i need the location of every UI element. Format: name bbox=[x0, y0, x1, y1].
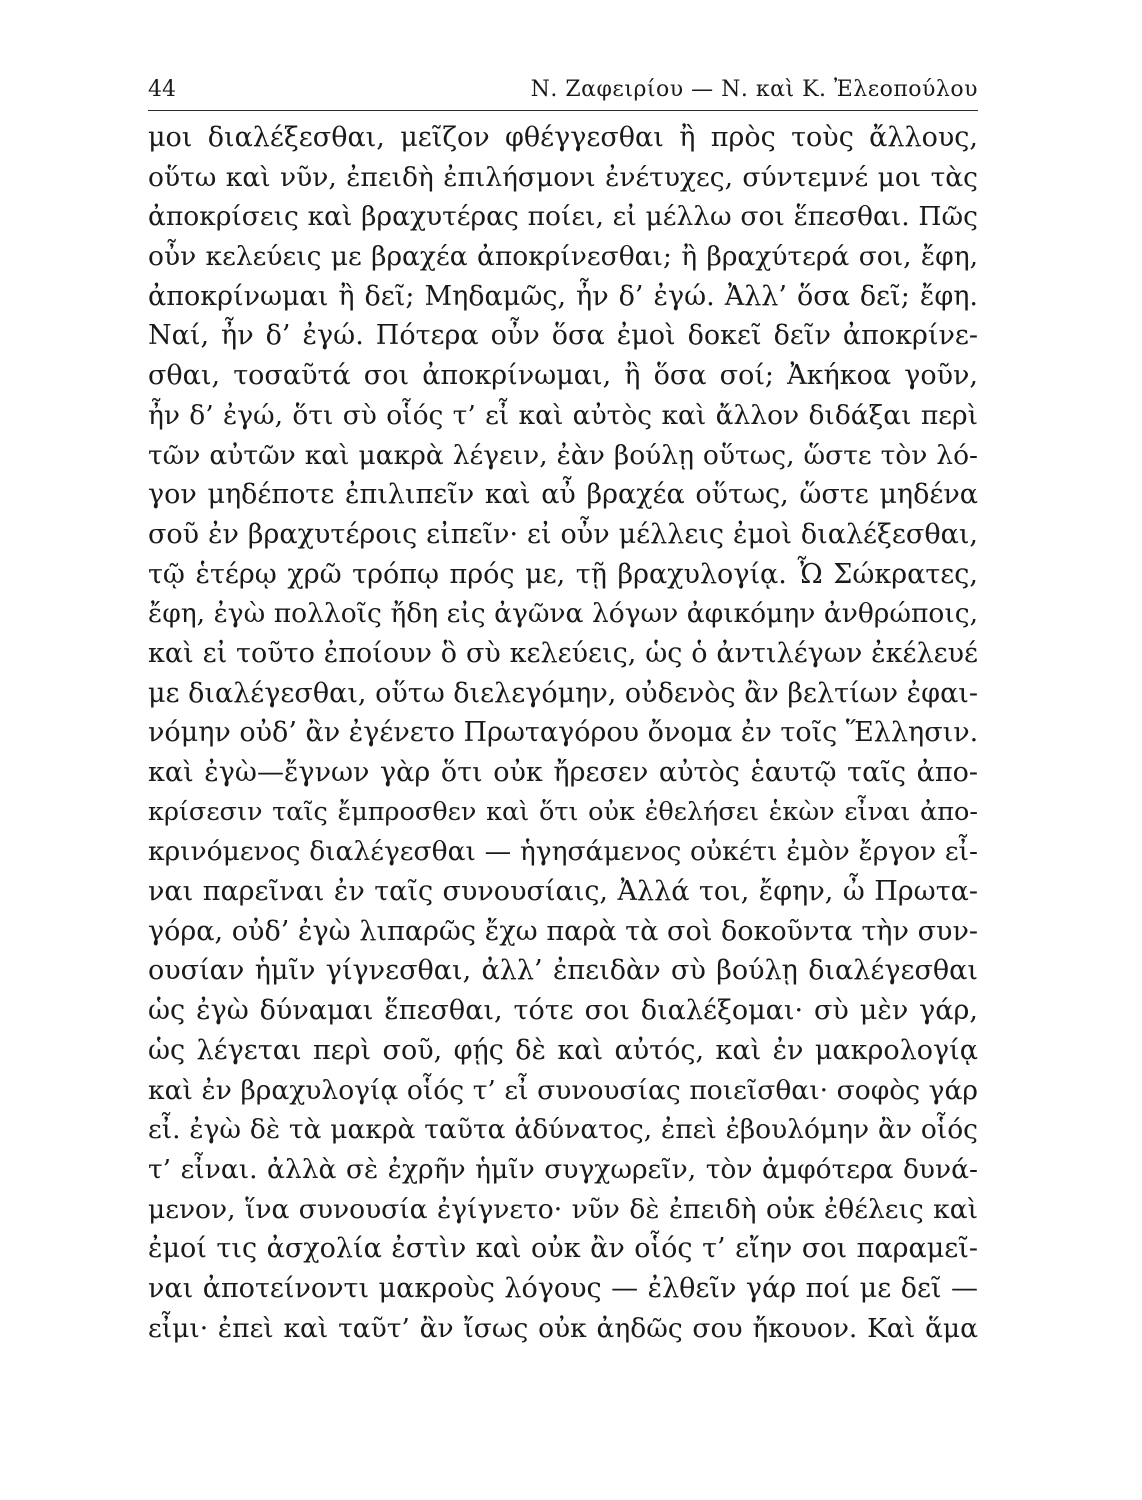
text-line: οὕτω καὶ νῦν, ἐπειδὴ ἐπιλήσμονι ἐνέτυχες, σύντεμνέ μοι τὰς bbox=[148, 161, 978, 193]
text-line: γον μηδέποτε ἐπιλιπεῖν καὶ αὖ βραχέα οὕτως, ὥστε μηδένα bbox=[148, 479, 978, 511]
text-line: σοῦ ἐν βραχυτέροις εἰπεῖν· εἰ οὖν μέλλεις ἐμοὶ διαλέξεσθαι, bbox=[148, 518, 978, 550]
text-line: ουσίαν ἡμῖν γίγνεσθαι, ἀλλ’ ἐπειδὰν σὺ βούλῃ διαλέγεσθαι bbox=[148, 955, 978, 987]
header-rule bbox=[148, 110, 978, 111]
running-head bbox=[148, 74, 978, 110]
text-line: μοι διαλέξεσθαι, μεῖζον φθέγγεσθαι ἢ πρὸς τοὺς ἄλλους, bbox=[148, 122, 978, 153]
text-line: εἶμι· ἐπεὶ καὶ ταῦτ’ ἂν ἴσως οὐκ ἀηδῶς σου ἤκουον. Καὶ ἅμα bbox=[148, 1312, 978, 1344]
text-line: ἀποκρίσεις καὶ βραχυτέρας ποίει, εἰ μέλλω σοι ἕπεσθαι. Πῶς bbox=[148, 201, 978, 233]
text-line: ναι παρεῖναι ἐν ταῖς συνουσίαις, Ἀλλά τοι, ἔφην, ὦ Πρωτα- bbox=[148, 876, 978, 908]
text-line: κρίσεσιν ταῖς ἔμπροσθεν καὶ ὅτι οὐκ ἐθελήσει ἑκὼν εἶναι ἀπο- bbox=[148, 796, 978, 827]
text-line: καὶ εἰ τοῦτο ἐποίουν ὃ σὺ κελεύεις, ὡς ὁ ἀντιλέγων ἐκέλευέ bbox=[148, 637, 978, 669]
text-line: μενον, ἵνα συνουσία ἐγίγνετο· νῦν δὲ ἐπειδὴ οὐκ ἐθέλεις καὶ bbox=[148, 1193, 978, 1225]
text-line: ὡς λέγεται περὶ σοῦ, φῄς δὲ καὶ αὐτός, καὶ ἐν μακρολογίᾳ bbox=[148, 1034, 978, 1066]
text-line: κρινόμενος διαλέγεσθαι — ἡγησάμενος οὐκέτι ἐμὸν ἔργον εἶ- bbox=[148, 836, 978, 868]
running-title: Ν. Ζαφειρίου — Ν. καὶ Κ. Ἐλεοπούλου bbox=[530, 77, 978, 102]
text-line: με διαλέγεσθαι, οὕτω διελεγόμην, οὐδενὸς ἂν βελτίων ἐφαι- bbox=[148, 677, 978, 709]
body-text bbox=[148, 118, 978, 1348]
text-line: ναι ἀποτείνοντι μακροὺς λόγους — ἐλθεῖν γάρ ποί με δεῖ — bbox=[148, 1272, 978, 1304]
text-line: ἦν δ’ ἐγώ, ὅτι σὺ οἷός τ’ εἶ καὶ αὐτὸς καὶ ἄλλον διδάξαι περὶ bbox=[148, 399, 978, 431]
text-line: καὶ ἐγὼ—ἔγνων γὰρ ὅτι οὐκ ἤρεσεν αὐτὸς ἑαυτῷ ταῖς ἀπο- bbox=[148, 757, 978, 788]
text-line: ἐμοί τις ἀσχολία ἐστὶν καὶ οὐκ ἂν οἷός τ’ εἴην σοι παραμεῖ- bbox=[148, 1233, 978, 1265]
text-line: καὶ ἐν βραχυλογίᾳ οἷός τ’ εἶ συνουσίας ποιεῖσθαι· σοφὸς γάρ bbox=[148, 1074, 978, 1106]
text-line: τ’ εἶναι. ἀλλὰ σὲ ἐχρῆν ἡμῖν συγχωρεῖν, τὸν ἀμφότερα δυνά- bbox=[148, 1153, 978, 1185]
text-line: ἔφη, ἐγὼ πολλοῖς ἤδη εἰς ἀγῶνα λόγων ἀφικόμην ἀνθρώποις, bbox=[148, 598, 978, 630]
text-line: τῷ ἑτέρῳ χρῶ τρόπῳ πρός με, τῇ βραχυλογίᾳ. Ὦ Σώκρατες, bbox=[148, 558, 978, 590]
text-line: Ναί, ἦν δ’ ἐγώ. Πότερα οὖν ὅσα ἐμοὶ δοκεῖ δεῖν ἀποκρίνε- bbox=[148, 320, 978, 352]
text-line: εἶ. ἐγὼ δὲ τὰ μακρὰ ταῦτα ἀδύνατος, ἐπεὶ ἐβουλόμην ἂν οἷός bbox=[148, 1114, 978, 1146]
text-line: σθαι, τοσαῦτά σοι ἀποκρίνωμαι, ἢ ὅσα σοί; Ἀκήκοα γοῦν, bbox=[148, 360, 978, 392]
text-line: τῶν αὐτῶν καὶ μακρὰ λέγειν, ἐὰν βούλῃ οὕτως, ὥστε τὸν λό- bbox=[148, 439, 978, 471]
text-line: οὖν κελεύεις με βραχέα ἀποκρίνεσθαι; ἢ βραχύτερά σοι, ἔφη, bbox=[148, 241, 978, 273]
page-number: 44 bbox=[148, 77, 176, 102]
text-line: ὡς ἐγὼ δύναμαι ἕπεσθαι, τότε σοι διαλέξομαι· σὺ μὲν γάρ, bbox=[148, 995, 978, 1027]
text-line: ἀποκρίνωμαι ἢ δεῖ; Μηδαμῶς, ἦν δ’ ἐγώ. Ἀλλ’ ὅσα δεῖ; ἔφη. bbox=[148, 280, 978, 312]
text-line: νόμην οὐδ’ ἂν ἐγένετο Πρωταγόρου ὄνομα ἐν τοῖς Ἕλλησιν. bbox=[148, 717, 978, 749]
text-line: γόρα, οὐδ’ ἐγὼ λιπαρῶς ἔχω παρὰ τὰ σοὶ δοκοῦντα τὴν συν- bbox=[148, 915, 978, 947]
